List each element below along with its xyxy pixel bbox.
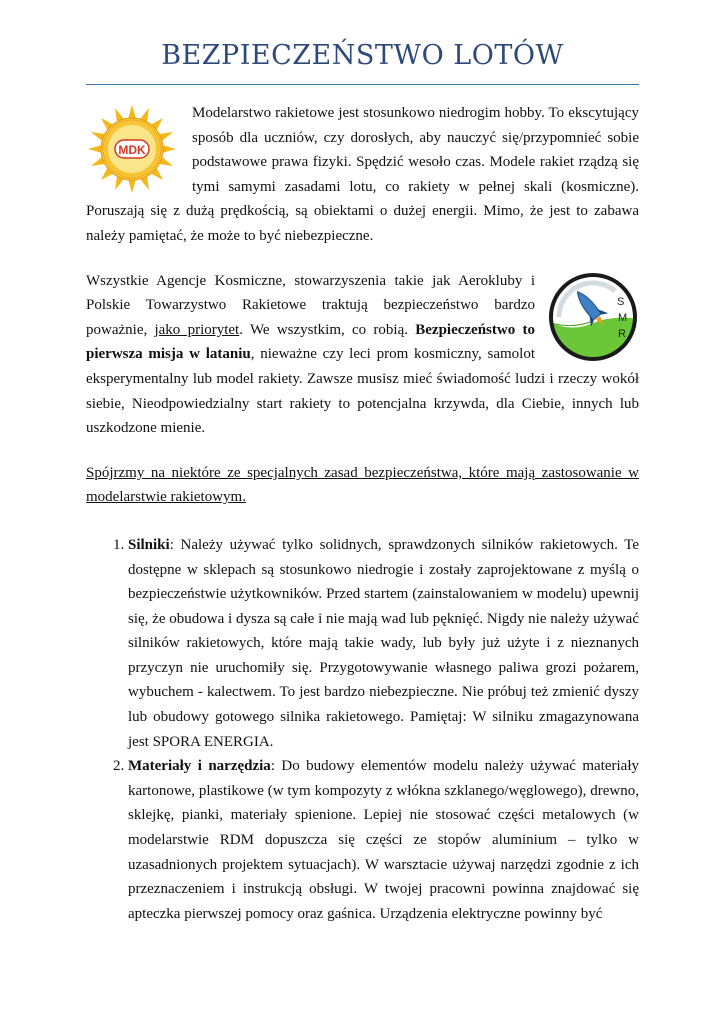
document-body bbox=[86, 101, 639, 926]
intro-paragraph bbox=[86, 101, 639, 249]
agencies-text-3: , nieważne czy leci prom kosmiczny, samolot eksperymentalny lub model rakiety. Zawsze musisz mieć świadomość ludzi i rzeczy wokół siebie, Nieodpowiedzialny start rakiety to potencjalna krzywda, dla Ciebie, innych lub uszkodzone mienie. bbox=[86, 346, 639, 437]
agencies-underlined: jako priorytet bbox=[154, 321, 240, 338]
rule-item-materials bbox=[128, 754, 639, 926]
smr-letter-s: S bbox=[617, 295, 625, 308]
smr-logo bbox=[547, 271, 639, 363]
mdk-logo-text: MDK bbox=[118, 143, 146, 157]
agencies-text-2: . We wszystkim, co robią. bbox=[239, 321, 416, 338]
agencies-text-1: Wszystkie Agencje Kosmiczne, stowarzyszenia takie jak Aerokluby i Polskie Towarzystwo Rakietowe traktują bezpieczeństwo bardzo poważnie, bbox=[86, 272, 535, 338]
agencies-paragraph bbox=[86, 269, 639, 441]
rule-text: : Należy używać tylko solidnych, sprawdzonych silników rakietowych. Te dostępne w sklepach są stosunkowo niedrogie i zostały zaprojektowane z myślą o bezpieczeństwie użytkowników. Przed startem (zainstalowaniem w modelu) upewnij się, że obudowa i dysza są całe i nie mają wad lub pęknięć. Nigdy nie należy używać silników rakietowych, które mają takie wady, lub były już użyte i z nieznanych przyczyn nie uruchomiły się. Przygotowywanie własnego paliwa grozi pożarem, wybuchem - kalectwem. To jest bardzo niebezpieczne. Nie próbuj też zmienić dyszy lub obudowy gotowego silnika rakietowego. Pamiętaj: W silniku zmagazynowana jest SPORA ENERGIA. bbox=[128, 536, 639, 750]
agencies-bold: Bezpieczeństwo to pierwsza misja w lataniu bbox=[86, 321, 535, 363]
lead-paragraph: Spójrzmy na niektóre ze specjalnych zasad bezpieczeństwa, które mają zastosowanie w modelarstwie rakietowym. bbox=[86, 464, 639, 506]
rule-heading: Materiały i narzędzia bbox=[128, 758, 271, 775]
intro-text: Modelarstwo rakietowe jest stosunkowo niedrogim hobby. To ekscytujący sposób dla uczniów, czy dorosłych, aby nauczyć się/przypomnieć sobie podstawowe prawa fizyki. Spędzić wesoło czas. Modele rakiet rządzą się tymi samymi zasadami lotu, co rakiety w pełnej skali (kosmiczne). Poruszają się z dużą prędkością, są obiektami o dużej energii. Mimo, że jest to zabawa należy pamiętać, że może to być niebezpieczne. bbox=[86, 105, 639, 244]
safety-rules-list bbox=[86, 533, 639, 927]
page-title: BEZPIECZEŃSTWO LOTÓW bbox=[161, 40, 564, 71]
smr-letter-r: R bbox=[618, 327, 626, 340]
title-underline bbox=[86, 84, 639, 85]
rule-heading: Silniki bbox=[128, 536, 170, 553]
rule-item-engines bbox=[128, 533, 639, 754]
smr-letter-m: M bbox=[618, 311, 628, 324]
rule-text: : Do budowy elementów modelu należy używać materiały kartonowe, plastikowe (w tym kompozyty z włókna szklanego/węglowego), drewno, sklejkę, pianki, materiały spienione. Lepiej nie stosować części metalowych (w modelarstwie RDM dopuszcza się części ze stopów aluminium – tylko w uzasadnionych projektem sytuacjach). W warsztacie używaj narzędzi zgodnie z ich przeznaczeniem i instrukcją obsługi. W twojej pracowni powinna znajdować się apteczka pierwszej pomocy oraz gaśnica. Urządzenia elektryczne powinny być bbox=[128, 758, 639, 922]
mdk-logo bbox=[86, 103, 178, 195]
